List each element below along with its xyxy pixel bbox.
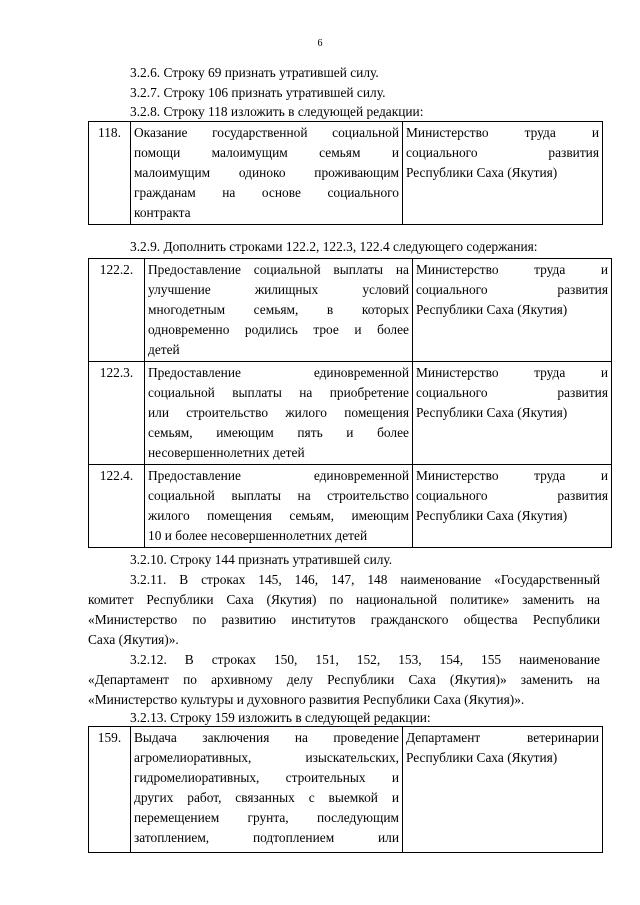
- service-line: гидромелиоративных, строительных и: [134, 770, 399, 785]
- authority-line: Министерство труда и: [416, 262, 608, 277]
- paragraph-3-2-11-line: комитет Республики Саха (Якутия) по национальной политике» заменить на: [88, 592, 600, 607]
- service-line: помощи малоимущим семьям и: [134, 145, 399, 160]
- service-line: детей: [148, 342, 180, 357]
- paragraph-3-2-6: 3.2.6. Строку 69 признать утратившей силу.: [130, 65, 379, 80]
- service-line: затоплением, подтоплением или: [134, 830, 399, 845]
- service-line: одновременно родились трое и более: [148, 322, 409, 337]
- service-cell: [145, 362, 413, 465]
- service-line: жилого помещения семьям, имеющим: [148, 508, 409, 523]
- authority-line: Республики Саха (Якутия): [416, 302, 568, 317]
- service-line: улучшение жилищных условий: [148, 282, 409, 297]
- service-line: семьям, имеющим пять и более: [148, 425, 409, 440]
- row-number: 122.3.: [89, 362, 145, 465]
- table-row: [89, 727, 603, 853]
- service-line: Предоставление социальной выплаты на: [148, 262, 409, 277]
- service-line: Выдача заключения на проведение: [134, 730, 399, 745]
- paragraph-3-2-13: 3.2.13. Строку 159 изложить в следующей редакции:: [130, 710, 431, 725]
- row-number: 122.4.: [89, 465, 145, 548]
- paragraph-3-2-11-line: Саха (Якутия)».: [88, 632, 179, 647]
- authority-cell: [413, 362, 612, 465]
- authority-line: Республики Саха (Якутия): [406, 165, 558, 180]
- authority-line: Республики Саха (Якутия): [416, 405, 568, 420]
- service-line: малоимущим одиноко проживающим: [134, 165, 399, 180]
- row-number: 118.: [89, 122, 131, 225]
- authority-line: социального развития: [416, 385, 608, 400]
- service-cell: [145, 465, 413, 548]
- table-row: [89, 362, 612, 465]
- service-line: Оказание государственной социальной: [134, 125, 399, 140]
- service-line: агромелиоративных, изыскательских,: [134, 750, 399, 765]
- authority-line: Республики Саха (Якутия): [406, 750, 558, 765]
- service-line: 10 и более несовершеннолетних детей: [148, 528, 368, 543]
- table-row: [89, 465, 612, 548]
- authority-cell: [413, 465, 612, 548]
- paragraph-3-2-12-line: 3.2.12. В строках 150, 151, 152, 153, 154, 155 наименование: [130, 652, 600, 667]
- service-line: контракта: [134, 205, 191, 220]
- authority-line: Министерство труда и: [416, 365, 608, 380]
- authority-line: социального развития: [416, 282, 608, 297]
- paragraph-3-2-11-line: 3.2.11. В строках 145, 146, 147, 148 наименование «Государственный: [130, 572, 600, 587]
- page-number: 6: [317, 38, 323, 49]
- service-line: социальной выплаты на приобретение: [148, 385, 409, 400]
- paragraph-3-2-12-line: «Департамент по архивному делу Республики Саха (Якутия)» заменить на: [88, 672, 600, 687]
- table-row: [89, 259, 612, 362]
- service-line: многодетным семьям, в которых: [148, 302, 409, 317]
- authority-cell: [403, 727, 603, 853]
- service-line: гражданам на основе социального: [134, 185, 399, 200]
- table-row: [89, 122, 603, 225]
- service-line: или строительство жилого помещения: [148, 405, 409, 420]
- authority-line: Республики Саха (Якутия): [416, 508, 568, 523]
- paragraph-3-2-10: 3.2.10. Строку 144 признать утратившей силу.: [130, 552, 393, 567]
- service-cell: [131, 727, 403, 853]
- paragraph-3-2-7: 3.2.7. Строку 106 признать утратившей силу.: [130, 85, 386, 100]
- authority-line: Министерство труда и: [416, 468, 608, 483]
- service-line: Предоставление единовременной: [148, 365, 409, 380]
- service-line: перемещением грунта, последующим: [134, 810, 399, 825]
- authority-line: Департамент ветеринарии: [406, 730, 599, 745]
- service-cell: [145, 259, 413, 362]
- authority-line: Министерство труда и: [406, 125, 599, 140]
- authority-line: социального развития: [406, 145, 599, 160]
- authority-cell: [403, 122, 603, 225]
- authority-line: социального развития: [416, 488, 608, 503]
- service-line: Предоставление единовременной: [148, 468, 409, 483]
- paragraph-3-2-8: 3.2.8. Строку 118 изложить в следующей редакции:: [130, 104, 424, 119]
- service-line: других работ, связанных с выемкой и: [134, 790, 399, 805]
- row-number: 122.2.: [89, 259, 145, 362]
- service-line: социальной выплаты на строительство: [148, 488, 409, 503]
- table-row-159: [88, 726, 603, 853]
- table-row-118: [88, 121, 603, 225]
- paragraph-3-2-11-line: «Министерство по развитию институтов гражданского общества Республики: [88, 612, 600, 627]
- paragraph-3-2-12-line: «Министерство культуры и духовного развития Республики Саха (Якутия)».: [88, 692, 525, 707]
- paragraph-3-2-9: 3.2.9. Дополнить строками 122.2, 122.3, 122.4 следующего содержания:: [130, 239, 538, 254]
- service-cell: [131, 122, 403, 225]
- row-number: 159.: [89, 727, 131, 853]
- authority-cell: [413, 259, 612, 362]
- table-rows-122: [88, 258, 612, 548]
- service-line: несовершеннолетних детей: [148, 445, 305, 460]
